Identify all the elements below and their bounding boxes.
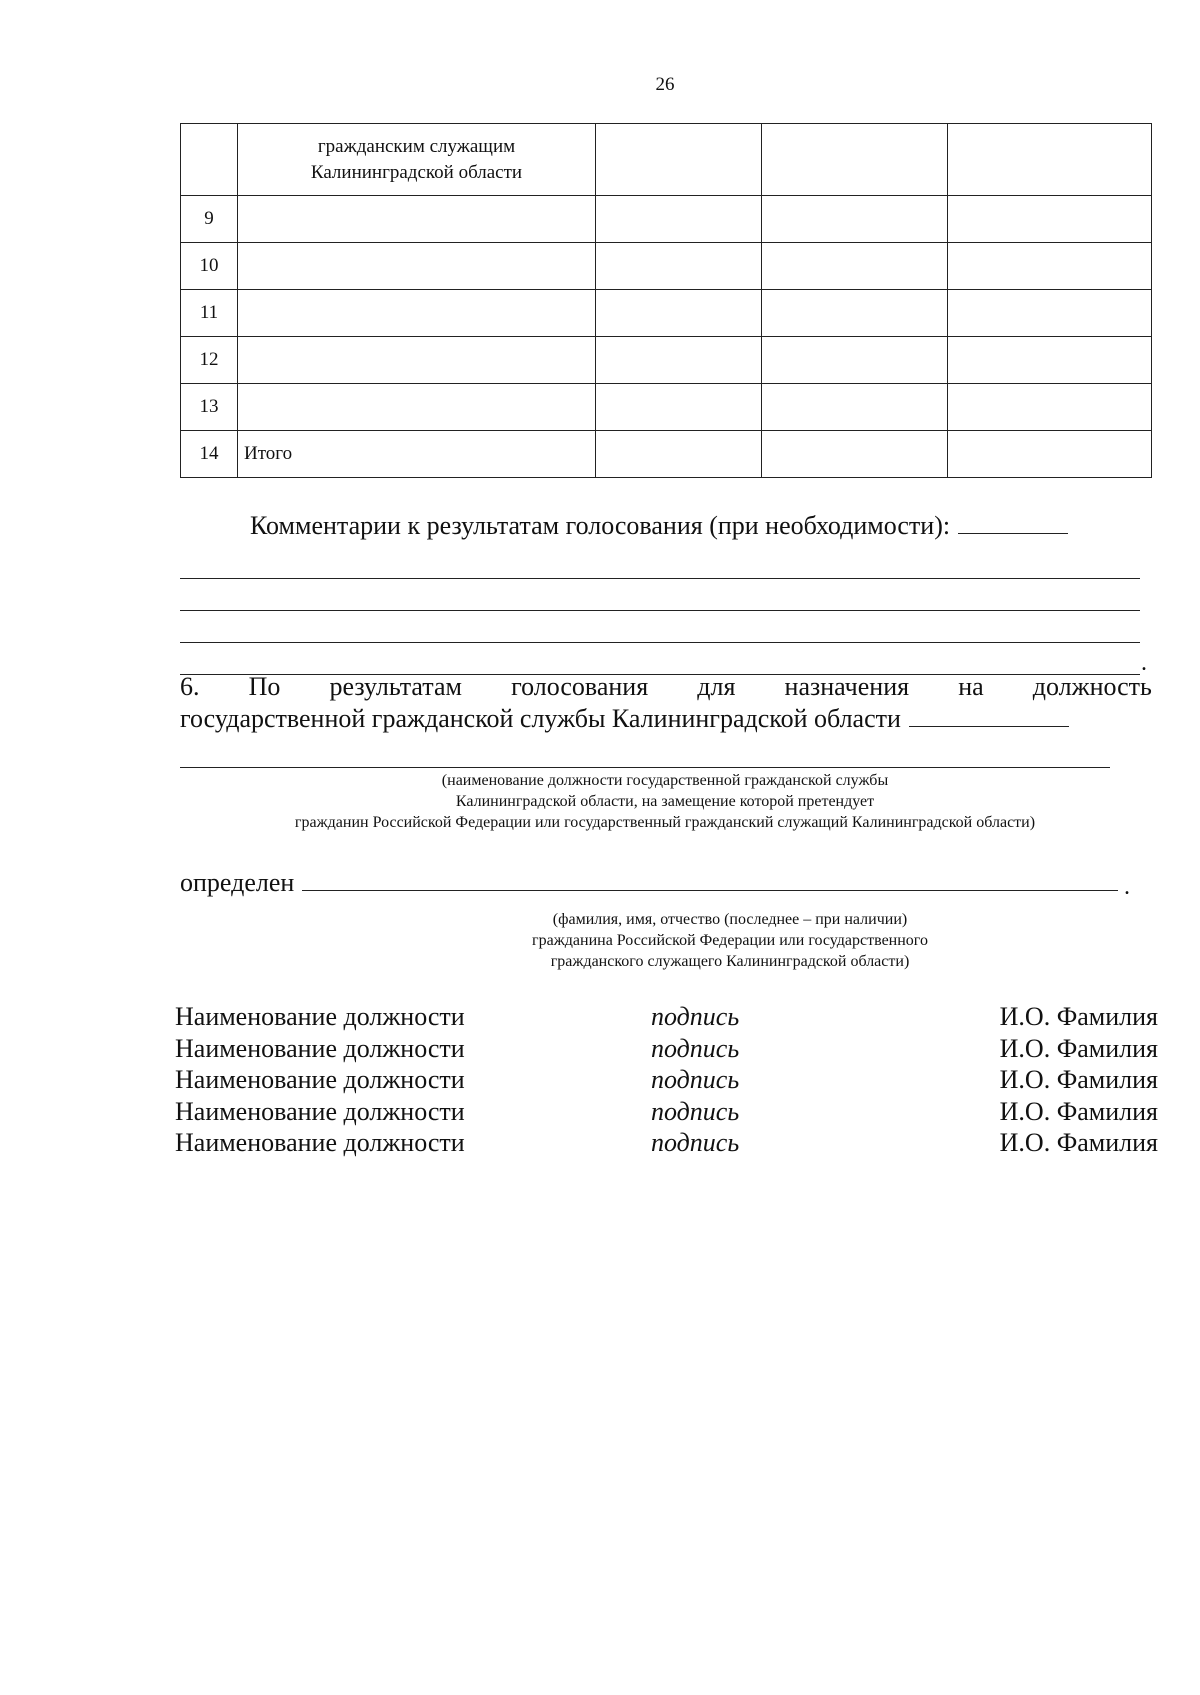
signature-row [175,1097,1158,1129]
signer-position: Наименование должности [175,1128,465,1157]
table-row [181,243,1152,290]
row-label [238,243,596,290]
table-cell [762,384,948,431]
row-label-total: Итого [238,431,596,478]
table-cell [596,196,762,243]
table-row [181,290,1152,337]
item-6-word: должность [1032,672,1152,701]
row-label [238,384,596,431]
position-blank-inline [909,725,1069,727]
determined-line [180,868,1118,898]
signer-name: И.О. Фамилия [999,1096,1158,1126]
signature-row [175,1002,1158,1034]
caption-line: гражданин Российской Федерации или государственный гражданский служащий Калининградской области) [294,814,1036,831]
table-row [181,384,1152,431]
row-number: 14 [181,431,238,478]
table-cell [596,124,762,196]
signer-position: Наименование должности [175,1033,465,1063]
row-number: 13 [181,384,238,431]
voting-results-table [180,123,1152,478]
comments-blank [958,532,1068,534]
signature-row [175,1128,1158,1160]
signature-placeholder: подпись [651,1096,740,1126]
table-cell-text: гражданским служащим [317,135,516,157]
table-cell [762,243,948,290]
blank-line [180,610,1140,611]
period-mark: . [1124,874,1130,900]
table-row [181,431,1152,478]
item-6-line-1 [180,672,1152,702]
item-6-word: 6. [180,672,200,701]
table-row [181,124,1152,196]
row-number: 11 [181,290,238,337]
table-cell [948,290,1152,337]
comments-heading [250,511,1110,541]
item-6-word: для [697,672,736,701]
name-caption [480,909,980,972]
caption-line: (фамилия, имя, отчество (последнее – при наличии) [552,911,908,928]
table-cell-text: Калининградской области [310,161,523,183]
comments-label: Комментарии к результатам голосования (при необходимости): [250,511,951,540]
table-cell [948,431,1152,478]
signature-placeholder: подпись [651,1033,740,1063]
table-cell [762,196,948,243]
caption-line: Калининградской области, на замещение которой претендует [455,793,875,810]
signer-position: Наименование должности [175,1096,465,1126]
signer-name: И.О. Фамилия [999,1128,1158,1157]
table-row [181,337,1152,384]
table-cell [762,431,948,478]
signer-name: И.О. Фамилия [999,1002,1158,1031]
table-cell [596,290,762,337]
name-blank [302,889,1118,891]
table-cell [762,337,948,384]
table-cell [762,124,948,196]
signer-name: И.О. Фамилия [999,1033,1158,1063]
item-6-word: результатам [329,672,462,701]
signatures-block [175,1002,1158,1160]
signer-position: Наименование должности [175,1002,465,1031]
row-number: 10 [181,243,238,290]
signature-row [175,1065,1158,1097]
signature-row [175,1034,1158,1066]
caption-line: гражданина Российской Федерации или государственного [532,932,928,949]
row-label [238,337,596,384]
table-cell [596,384,762,431]
item-6-text: государственной гражданской службы Калининградской области [180,704,901,733]
table-cell [948,384,1152,431]
table-cell [948,243,1152,290]
period-mark: . [1141,650,1147,676]
row-number: 9 [181,196,238,243]
position-caption [180,770,1150,833]
caption-line: (наименование должности государственной гражданской службы [441,772,889,789]
table-cell [596,431,762,478]
table-cell [238,124,596,196]
item-6-line-2 [180,704,1152,734]
signature-placeholder: подпись [651,1002,740,1031]
table-cell [181,124,238,196]
signer-name: И.О. Фамилия [999,1065,1158,1094]
row-label [238,196,596,243]
table-row [181,196,1152,243]
item-6-word: на [958,672,984,701]
item-6-word: По [248,672,281,701]
determined-label: определен [180,868,295,897]
blank-line [180,642,1140,643]
row-number: 12 [181,337,238,384]
blank-line [180,578,1140,579]
signer-position: Наименование должности [175,1065,465,1094]
signature-placeholder: подпись [651,1065,740,1094]
row-label [238,290,596,337]
item-6-paragraph [180,672,1152,734]
table-cell [948,124,1152,196]
table-cell [596,337,762,384]
signature-placeholder: подпись [651,1128,740,1157]
table-cell [948,196,1152,243]
table-cell [762,290,948,337]
table-cell [596,243,762,290]
table-cell [948,337,1152,384]
position-blank-line [180,767,1110,768]
page-number: 26 [655,74,675,95]
item-6-word: назначения [784,672,910,701]
item-6-word: голосования [511,672,649,701]
caption-line: гражданского служащего Калининградской области) [550,953,910,970]
